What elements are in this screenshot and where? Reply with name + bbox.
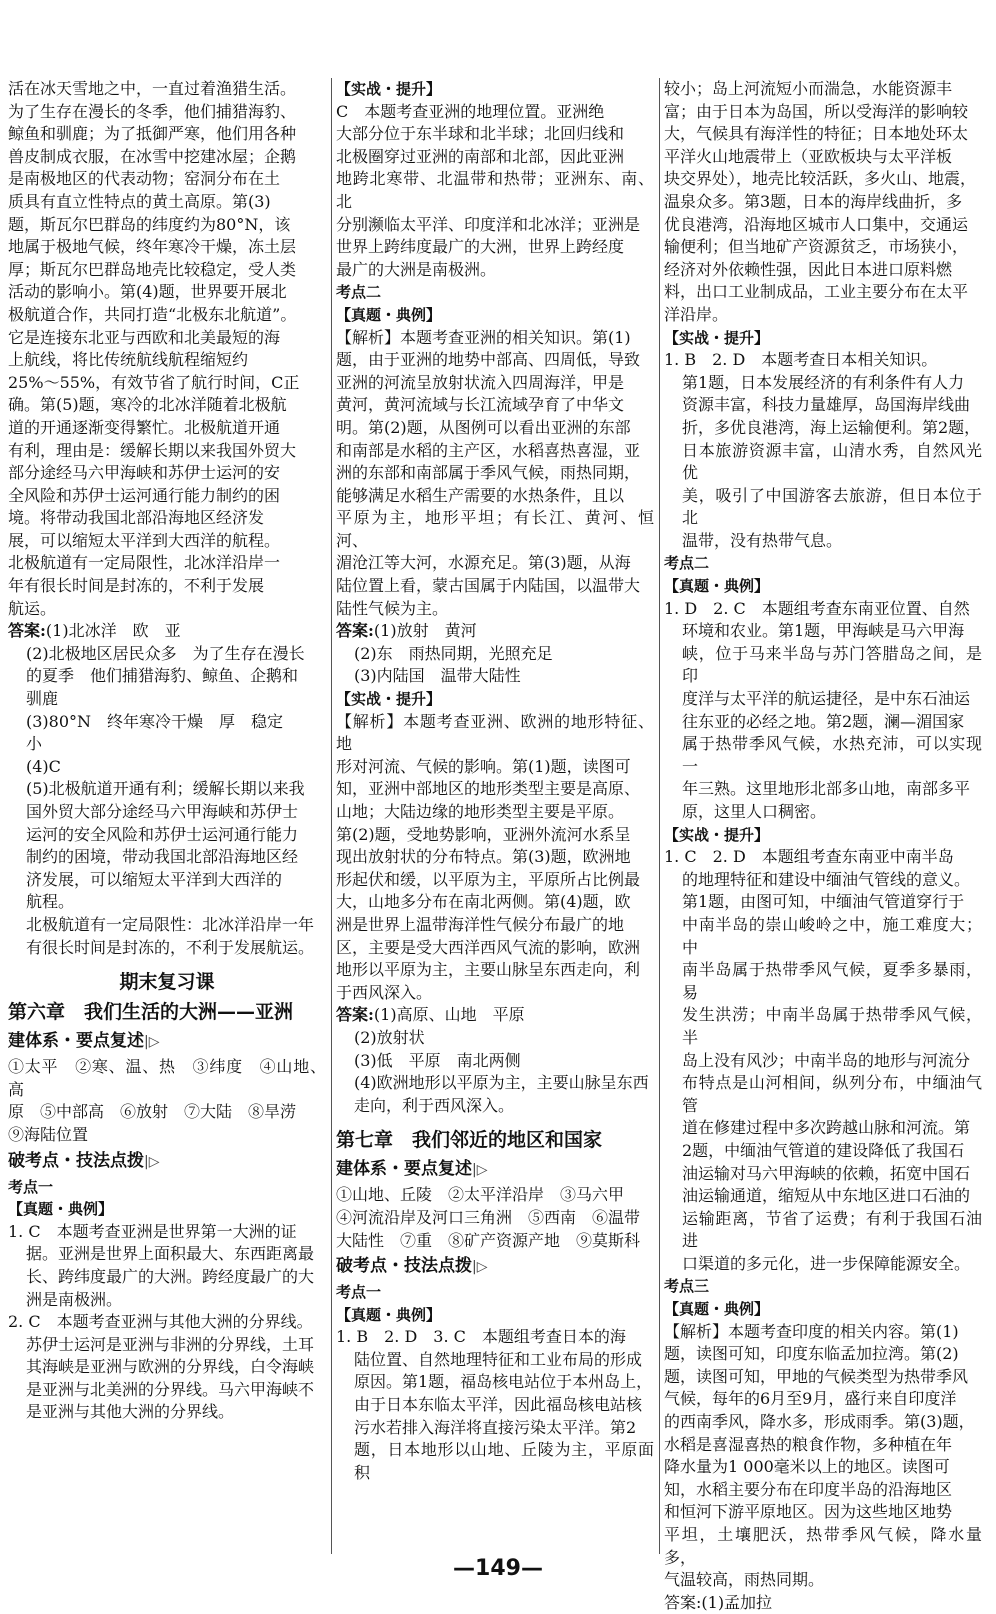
section-heading: 破考点・技法点拨|▷ — [336, 1256, 488, 1277]
text-line: (3)80°N 终年寒冷干燥 厚 稳定 — [26, 711, 284, 731]
arrow-icon: |▷ — [472, 1259, 488, 1276]
column-divider — [331, 78, 332, 1554]
question-explanation — [8, 1334, 326, 1424]
text-line: 的夏季 他们捕猎海豹、鲸鱼、企鹅和 — [26, 666, 299, 686]
example-tag: 【真题・典例】 — [664, 1300, 770, 1319]
section-heading: 建体系・要点复述|▷ — [336, 1159, 488, 1180]
text-line: 原因。第1题，福岛核电站位于本州岛上， — [354, 1372, 653, 1392]
paragraph — [336, 327, 654, 621]
text-line: 是亚洲与北美洲的分界线。马六甲海峡不 — [26, 1379, 315, 1399]
text-line: 油运输通道，缩短从中东地区进口石油的 — [682, 1186, 971, 1206]
text-line: 环境和农业。第1题，甲海峡是马六甲海 — [682, 621, 965, 641]
text-line: 厚；斯瓦尔巴群岛地壳比较稳定，受人类 — [8, 259, 297, 279]
column-divider — [659, 78, 660, 1554]
text-line: 国外贸大部分途经马六甲海峡和苏伊士 — [26, 802, 299, 821]
text-line: 美，吸引了中国游客去旅游，但日本位于北 — [682, 485, 982, 528]
text-line: 确。第(5)题，寒冷的北冰洋随着北极航 — [8, 395, 287, 415]
text-line: 大，气候具有海洋性的特征；日本地处环太 — [664, 124, 969, 144]
text-line: 往东亚的必经之地。第2题，澜—湄国家 — [682, 711, 965, 731]
text-line: 温泉众多。第3题，日本的海岸线曲折，多 — [664, 191, 963, 211]
key-points — [8, 1056, 326, 1146]
text-line: 北极航道有一定局限性：北冰洋沿岸一年 — [26, 914, 315, 934]
text-line: 年三熟。这里地形北部多山地，南部多平 — [682, 779, 971, 799]
text-line: ①太平 ②寒、温、热 ③纬度 ④山地、高 — [8, 1057, 326, 1099]
paragraph — [664, 78, 982, 327]
course-title: 期末复习课 — [119, 971, 215, 994]
text-line: 部分途经马六甲海峡和苏伊士运河的安 — [8, 463, 281, 483]
text-line: 【解析】本题考查亚洲、欧洲的地形特征、地 — [336, 711, 654, 754]
exam-point-label: 考点二 — [336, 283, 382, 302]
practice-tag: 【实战・提升】 — [336, 80, 442, 98]
example-tag: 【真题・典例】 — [8, 1200, 114, 1219]
answer-block — [8, 643, 326, 959]
text-line: 济发展，可以缩短太平洋到大西洋的 — [26, 869, 283, 889]
text-line: 峡，位于马来半岛与苏门答腊岛之间，是印 — [682, 643, 982, 686]
text-line: 资源丰富，科技力量雄厚，岛国海岸线曲 — [682, 395, 971, 415]
text-line: 制约的困境，带动我国北部沿海地区经 — [26, 847, 299, 867]
text-line: 它是连接东北亚与西欧和北美最短的海 — [8, 327, 281, 347]
text-line: 的地理特征和建设中缅油气管线的意义。 — [682, 869, 971, 889]
text-line: 道的开通逐渐变得繁忙。北极航道开通 — [8, 417, 281, 437]
text-line: 鲸鱼和驯鹿；为了抵御严寒，他们用各种 — [8, 124, 297, 144]
text-line: 富；由于日本为岛国，所以受海洋的影响较 — [664, 101, 969, 121]
question-answer: 2. C 本题考查亚洲与其他大洲的分界线。 — [8, 1312, 313, 1332]
text-line: 知，亚洲中部地区的地形类型主要是高原、 — [336, 779, 641, 799]
text-line: 平洋火山地震带上（亚欧板块与太平洋板 — [664, 146, 953, 166]
text-line: (4)欧洲地形以平原为主，主要山脉呈东西 — [354, 1073, 649, 1093]
text-line: 年有很长时间是封冻的，不利于发展 — [8, 576, 265, 596]
exam-point-label: 考点一 — [336, 1283, 382, 1302]
arrow-icon: |▷ — [472, 1162, 488, 1179]
question-answer: 1. D 2. C 本题组考查东南亚位置、自然 — [664, 598, 970, 618]
text-line: 南半岛属于热带季风气候，夏季多暴雨，易 — [682, 960, 982, 1002]
text-line: 块交界处），地壳比较活跃，多火山、地震， — [664, 169, 977, 189]
text-line: 第(2)题，受地势影响，亚洲外流河水系呈 — [336, 824, 631, 844]
text-line: 航运。 — [8, 598, 57, 618]
practice-tag: 【实战・提升】 — [664, 328, 770, 347]
question-answer: 1. C 本题考查亚洲是世界第一大洲的证 — [8, 1221, 297, 1241]
text-line: 题，由于亚洲的地势中部高、四周低，导致 — [336, 350, 641, 370]
text-line: 题，日本地形以山地、丘陵为主，平原面积 — [354, 1440, 654, 1482]
text-line: 陆性气候为主。 — [336, 598, 449, 618]
text-line: 洲是南极洲。 — [26, 1289, 123, 1309]
text-line: 岛上没有风沙；中南半岛的地形与河流分 — [682, 1050, 971, 1070]
text-line: 发生洪涝；中南半岛属于热带季风气候，半 — [682, 1005, 982, 1047]
text-line: 道在修建过程中多次跨越山脉和河流。第 — [682, 1118, 971, 1138]
paragraph — [336, 101, 654, 282]
answer-block — [336, 643, 654, 688]
text-line: 形起伏和缓，以平原为主，平原所占比例最 — [336, 869, 641, 889]
practice-tag: 【实战・提升】 — [664, 825, 770, 844]
arrow-icon: |▷ — [144, 1034, 160, 1051]
text-line: 是南极地区的代表动物；窑洞分布在土 — [8, 169, 281, 189]
text-line: 由于日本东临太平洋，因此福岛核电站核 — [354, 1395, 643, 1415]
text-line: 布特点是山河相间，纵列分布，中缅油气管 — [682, 1073, 982, 1115]
question-explanation — [336, 1349, 654, 1485]
text-line: 优良港湾，沿海地区城市人口集中，交通运 — [664, 214, 969, 234]
question-explanation — [8, 1243, 326, 1311]
column-3 — [664, 78, 982, 1612]
paragraph — [336, 711, 654, 1005]
page-number: —149— — [453, 1556, 543, 1581]
text-line: 题，读图可知，甲地的气候类型为热带季风 — [664, 1366, 969, 1386]
exam-point-label: 考点二 — [664, 554, 710, 573]
answer-label: 答案:(1)放射 黄河 — [336, 621, 477, 641]
text-line: 和恒河下游平原地区。因为这些地区地势 — [664, 1502, 953, 1522]
key-points — [336, 1184, 654, 1252]
text-line: 质具有直立性特点的黄土高原。第(3) — [8, 191, 271, 211]
text-line: 口渠道的多元化，进一步保障能源安全。 — [682, 1253, 971, 1273]
answer-line: 答案:(1)孟加拉 — [664, 1592, 773, 1612]
text-line: 温带，没有热带气息。 — [682, 530, 843, 550]
text-line: 较小；岛上河流短小而湍急，水能资源丰 — [664, 79, 953, 98]
text-line: 运河的安全风险和苏伊士运河通行能力 — [26, 824, 299, 844]
text-line: 兽皮制成衣服，在冰雪中挖建冰屋；企鹅 — [8, 146, 297, 166]
section-heading: 建体系・要点复述|▷ — [8, 1031, 160, 1052]
text-line: 其海峡是亚洲与欧洲的分界线，白令海峡 — [26, 1357, 315, 1377]
question-answer: 1. C 2. D 本题组考查东南亚中南半岛 — [664, 847, 954, 867]
question-explanation — [664, 620, 982, 823]
practice-tag: 【实战・提升】 — [336, 690, 442, 709]
text-line: 运输距离，节省了运费；有利于我国石油进 — [682, 1208, 982, 1251]
text-line: 洋沿岸。 — [664, 304, 729, 324]
text-line: 驯鹿 — [26, 689, 59, 709]
text-line: C 本题考查亚洲的地理位置。亚洲绝 — [336, 101, 605, 121]
text-line: 题，斯瓦尔巴群岛的纬度约为80°N，该 — [8, 214, 291, 234]
text-line: 气候，每年的6月至9月，盛行来自印度洋 — [664, 1389, 957, 1409]
text-line: 地跨北寒带、北温带和热带；亚洲东、南、北 — [336, 169, 654, 211]
text-line: 大部分位于东半球和北半球；北回归线和 — [336, 124, 625, 144]
text-line: 日本旅游资源丰富，山清水秀，自然风光优 — [682, 440, 982, 483]
question-answer: 1. B 2. D 本题考查日本相关知识。 — [664, 350, 938, 370]
text-line: 活动的影响小。第(4)题，世界要开展北 — [8, 282, 287, 302]
text-line: 北极圈穿过亚洲的南部和北部，因此亚洲 — [336, 146, 625, 166]
arrow-icon: |▷ — [144, 1153, 160, 1170]
text-line: 区，主要是受大西洋西风气流的影响，欧洲 — [336, 937, 641, 957]
exam-point-label: 考点一 — [8, 1177, 54, 1196]
text-line: 属于热带季风气候，水热充沛，可以实现一 — [682, 734, 982, 776]
text-line: 现出放射状的分布特点。第(3)题，欧洲地 — [336, 847, 631, 867]
text-line: 陆位置、自然地理特征和工业布局的形成 — [354, 1349, 643, 1369]
text-line: 走向，利于西风深入。 — [354, 1095, 515, 1115]
text-line: 气温较高，雨热同期。 — [664, 1570, 825, 1590]
text-line: ⑨海陆位置 — [8, 1124, 89, 1144]
answer-label: 答案:(1)北冰洋 欧 亚 — [8, 621, 181, 641]
column-1 — [8, 78, 326, 1554]
text-line: 2题，中缅油气管道的建设降低了我国石 — [682, 1140, 965, 1160]
text-line: 原，这里人口稠密。 — [682, 802, 827, 821]
example-tag: 【真题・典例】 — [664, 577, 770, 596]
text-line: 25%～55%，有效节省了航行时间，C正 — [8, 372, 300, 392]
text-line: 活在冰天雪地之中，一直过着渔猎生活。 — [8, 79, 297, 98]
text-line: 分别濒临太平洋、印度洋和北冰洋；亚洲是 — [336, 214, 641, 234]
text-line: 【解析】本题考查亚洲的相关知识。第(1) — [336, 327, 631, 347]
text-line: 度洋与太平洋的航运捷径，是中东石油运 — [682, 689, 971, 709]
question-answer: 1. B 2. D 3. C 本题组考查日本的海 — [336, 1327, 626, 1347]
section-heading: 破考点・技法点拨|▷ — [8, 1150, 160, 1171]
text-line: 极航道合作，共同打造“北极东北航道”。 — [8, 304, 297, 324]
text-line: 原 ⑤中部高 ⑥放射 ⑦大陆 ⑧旱涝 — [8, 1102, 297, 1122]
text-line: 第1题，日本发展经济的有利条件有人力 — [682, 372, 965, 392]
text-line: 洲的东部和南部属于季风气候，雨热同期， — [336, 463, 641, 483]
text-line: 洲是世界上温带海洋性气候分布最广的地 — [336, 914, 625, 934]
text-line: 第1题，由图可知，中缅油气管道穿行于 — [682, 892, 965, 912]
text-line: 据。亚洲是世界上面积最大、东西距离最 — [26, 1244, 315, 1264]
text-line: ④河流沿岸及河口三角洲 ⑤西南 ⑥温带 — [336, 1207, 641, 1227]
text-line: 有很长时间是封冻的，不利于发展航运。 — [26, 937, 315, 957]
text-line: 明。第(2)题，从图例可以看出亚洲的东部 — [336, 417, 631, 437]
text-line: 全风险和苏伊士运河通行能力制约的困 — [8, 485, 281, 505]
column-2 — [336, 78, 654, 1554]
text-line: 苏伊士运河是亚洲与非洲的分界线，土耳 — [26, 1334, 315, 1354]
text-line: (5)北极航道开通有利；缓解长期以来我 — [26, 779, 305, 799]
text-line: 降水量为1 000毫米以上的地区。读图可 — [664, 1457, 950, 1477]
question-explanation — [664, 372, 982, 553]
text-line: 湄沧江等大河，水源充足。第(3)题，从海 — [336, 553, 631, 573]
chapter-title: 第七章 我们邻近的地区和国家 — [336, 1129, 603, 1152]
text-line: 水稻是喜湿喜热的粮食作物，多种植在年 — [664, 1434, 953, 1454]
text-line: 料，出口工业制成品，工业主要分布在太平 — [664, 282, 969, 302]
text-line: 地属于极地气候，终年寒冷干燥，冻土层 — [8, 237, 297, 257]
text-line: 上航线，将比传统航线航程缩短约 — [8, 350, 249, 370]
text-line: 大，山地多分布在南北两侧。第(4)题，欧 — [336, 892, 631, 912]
example-tag: 【真题・典例】 — [336, 305, 442, 324]
text-line: 折，多优良港湾，海上运输便利。第2题， — [682, 417, 981, 437]
text-line: 航程。 — [26, 892, 75, 912]
text-line: 经济对外依赖性强，因此日本进口原料燃 — [664, 259, 953, 279]
text-line: 是亚洲与其他大洲的分界线。 — [26, 1402, 235, 1422]
text-line: 和南部是水稻的主产区，水稻喜热喜湿，亚 — [336, 440, 641, 460]
text-line: 平原为主，地形平坦；有长江、黄河、恒河、 — [336, 508, 654, 550]
text-line: 油运输对马六甲海峡的依赖，拓宽中国石 — [682, 1163, 971, 1183]
text-line: 小 — [26, 734, 43, 754]
question-explanation — [664, 869, 982, 1276]
text-line: (3)低 平原 南北两侧 — [354, 1050, 521, 1070]
answer-label: 答案:(1)高原、山地 平原 — [336, 1005, 525, 1025]
text-line: 世界上跨纬度最广的大洲，世界上跨经度 — [336, 237, 625, 257]
text-line: (3)内陆国 温带大陆性 — [354, 666, 521, 686]
text-line: 污水若排入海洋将直接污染太平洋。第2 — [354, 1417, 637, 1437]
text-line: (2)北极地区居民众多 为了生存在漫长 — [26, 643, 305, 663]
paragraph — [8, 78, 326, 620]
text-line: 平坦，土壤肥沃，热带季风气候，降水量多， — [664, 1525, 982, 1567]
text-line: 最广的大洲是南极洲。 — [336, 259, 497, 279]
exam-point-label: 考点三 — [664, 1277, 710, 1296]
answer-block — [336, 1027, 654, 1117]
text-line: (2)放射状 — [354, 1027, 425, 1047]
text-line: 能够满足水稻生产需要的水热条件，且以 — [336, 485, 625, 505]
text-line: 于西风深入。 — [336, 982, 433, 1002]
text-line: 输便利；但当地矿产资源贫乏，市场狭小， — [664, 237, 969, 257]
paragraph — [664, 1321, 982, 1592]
text-line: 大陆性 ⑦重 ⑧矿产资源产地 ⑨莫斯科 — [336, 1230, 641, 1250]
chapter-title: 第六章 我们生活的大洲——亚洲 — [8, 1001, 294, 1024]
text-line: 陆位置上看，蒙古国属于内陆国，以温带大 — [336, 576, 641, 596]
text-line: 的西南季风，降水多，形成雨季。第(3)题， — [664, 1412, 975, 1432]
text-line: 题，读图可知，印度东临孟加拉湾。第(2) — [664, 1344, 959, 1364]
text-line: 黄河，黄河流域与长江流域孕育了中华文 — [336, 395, 625, 415]
example-tag: 【真题・典例】 — [336, 1305, 442, 1324]
text-line: 展，可以缩短太平洋到大西洋的航程。 — [8, 530, 281, 550]
text-line: ①山地、丘陵 ②太平洋沿岸 ③马六甲 — [336, 1185, 625, 1205]
text-line: 形对河流、气候的影响。第(1)题，读图可 — [336, 756, 631, 776]
text-line: 境。将带动我国北部沿海地区经济发 — [8, 508, 265, 528]
text-line: 北极航道有一定局限性，北冰洋沿岸一 — [8, 553, 281, 573]
text-line: 为了生存在漫长的冬季，他们捕猎海豹、 — [8, 101, 297, 121]
text-line: 中南半岛的崇山峻岭之中，施工难度大；中 — [682, 914, 982, 957]
text-line: 有利，理由是：缓解长期以来我国外贸大 — [8, 440, 297, 460]
text-line: (2)东 雨热同期，光照充足 — [354, 643, 553, 663]
text-line: (4)C — [26, 756, 61, 776]
text-line: 地形以平原为主，主要山脉呈东西走向，利 — [336, 960, 641, 980]
text-line: 亚洲的河流呈放射状流入四周海洋，甲是 — [336, 372, 625, 392]
text-line: 知，水稻主要分布在印度半岛的沿海地区 — [664, 1479, 953, 1499]
text-line: 长、跨纬度最广的大洲。跨经度最广的大 — [26, 1266, 315, 1286]
text-line: 山地；大陆边缘的地形类型主要是平原。 — [336, 802, 625, 821]
text-line: 【解析】本题考查印度的相关内容。第(1) — [664, 1321, 959, 1341]
